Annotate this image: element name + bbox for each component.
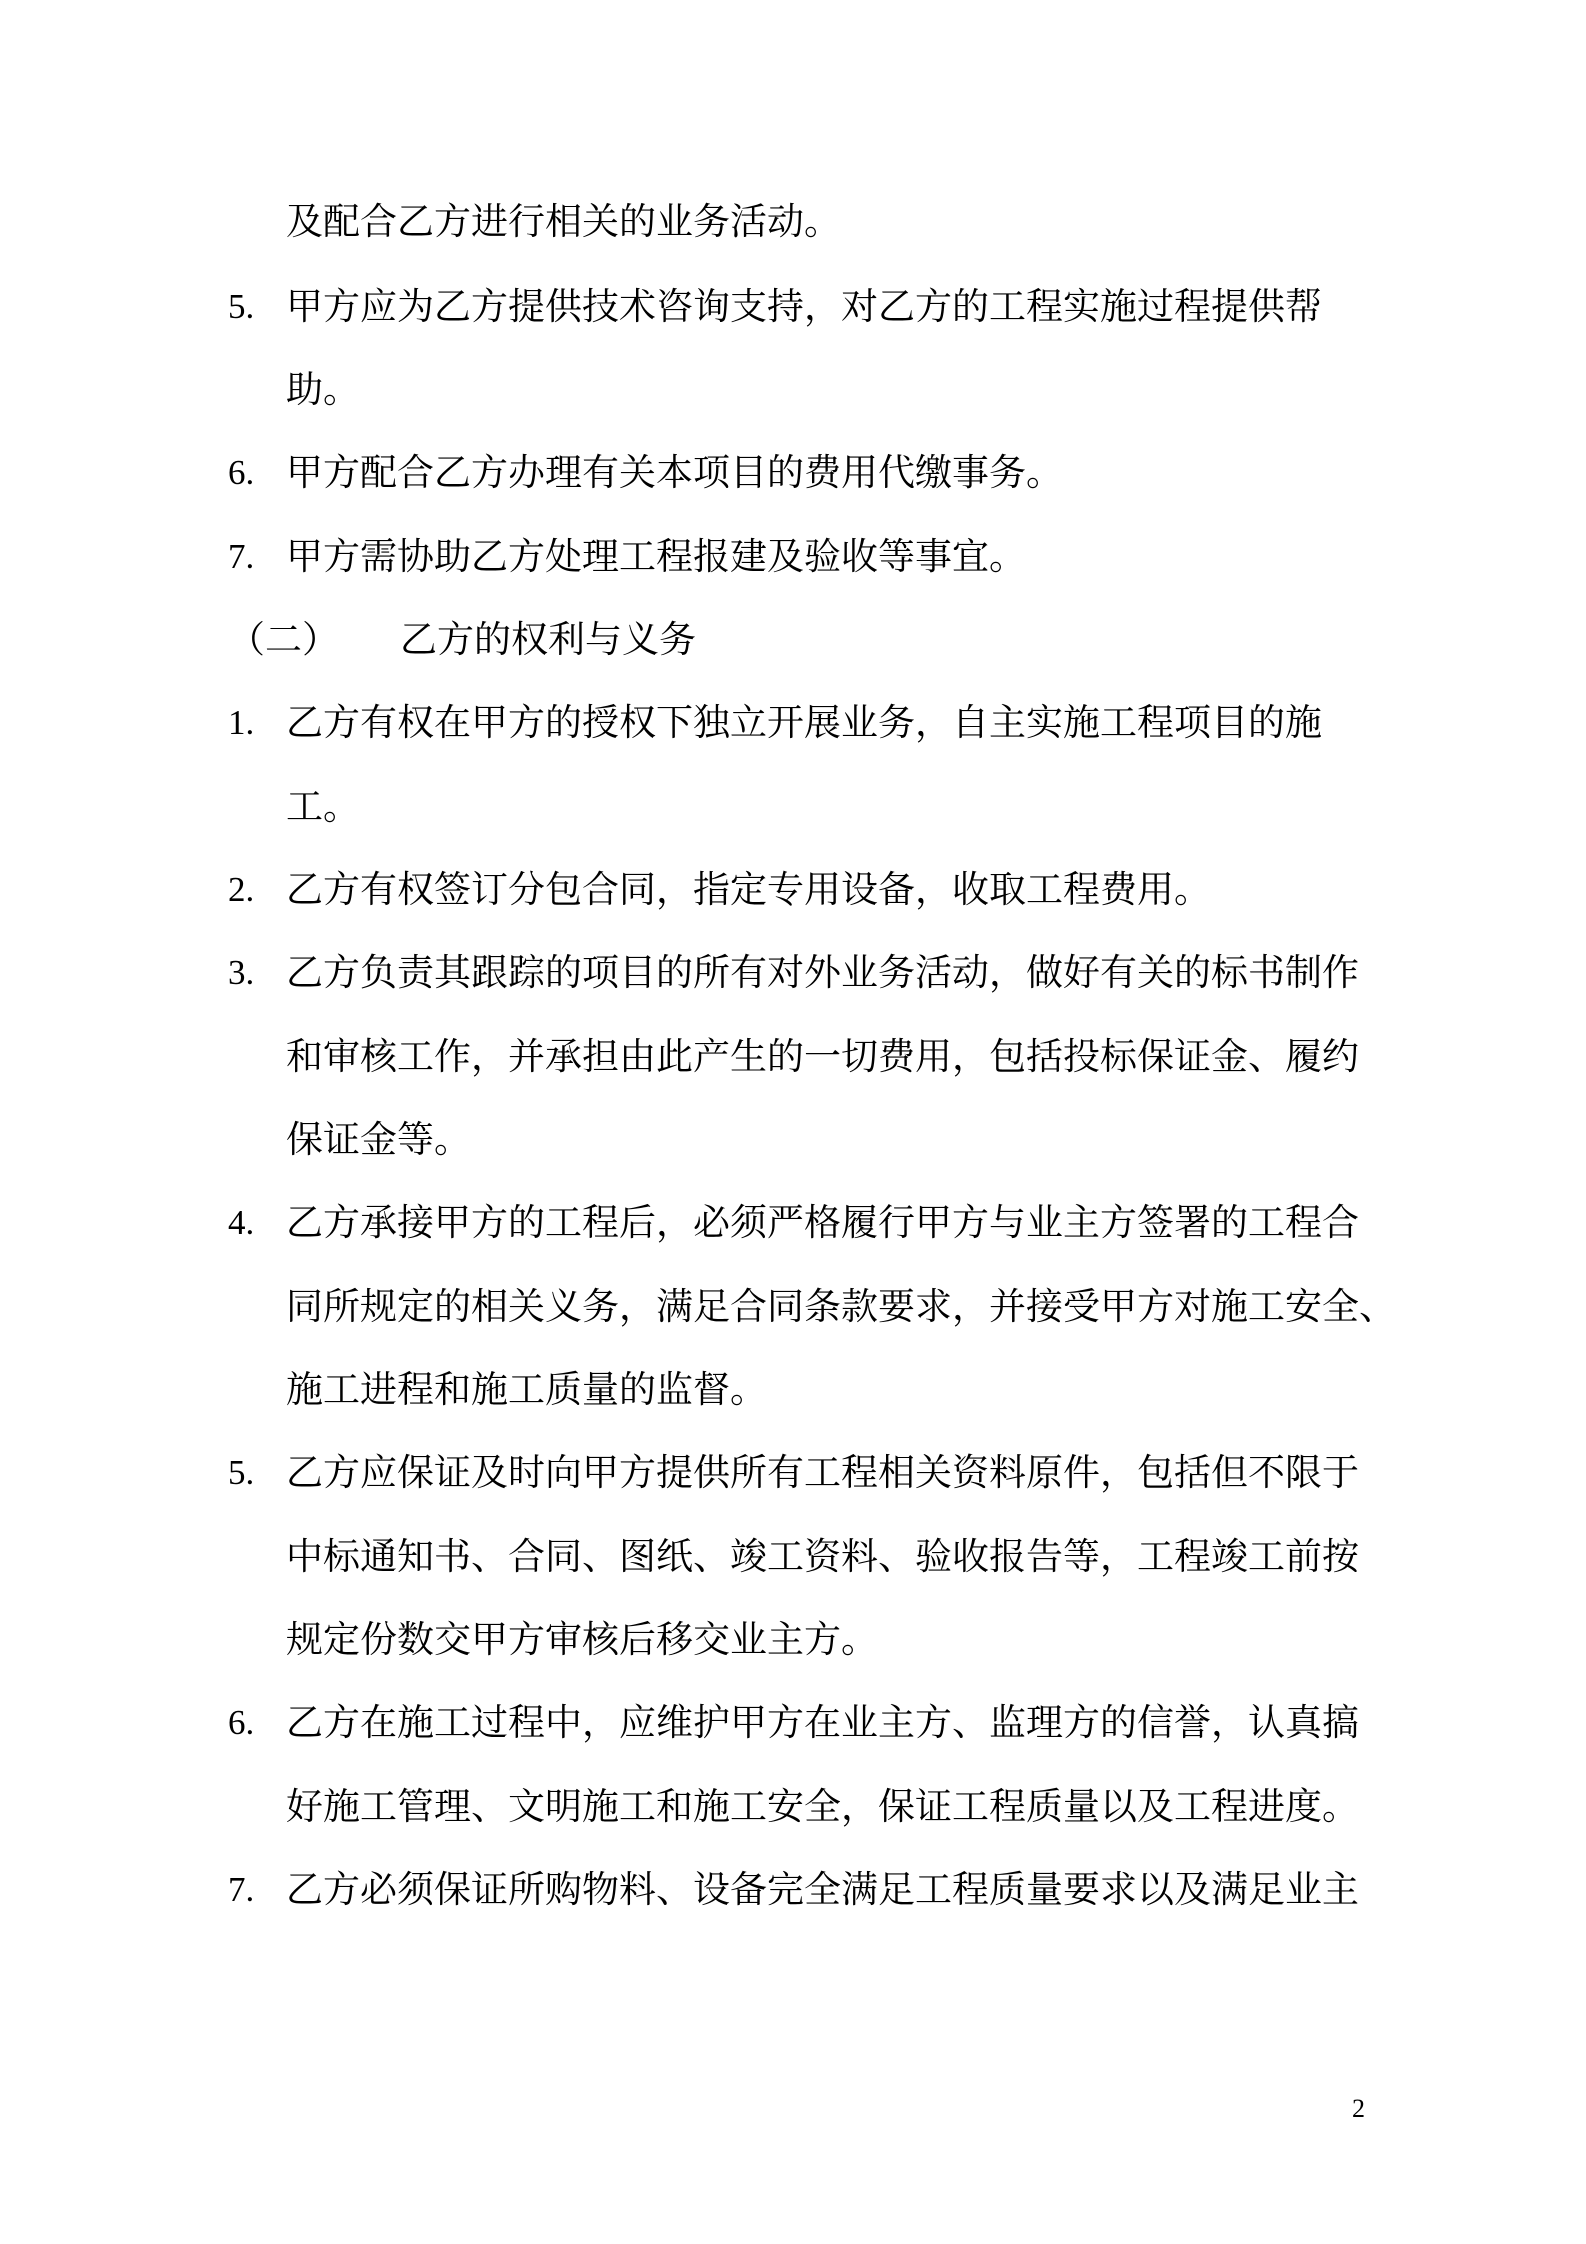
item-text: 乙方有权在甲方的授权下独立开展业务，自主实施工程项目的施 bbox=[286, 701, 1322, 744]
page-number: 2 bbox=[1352, 2094, 1365, 2123]
item-text: 乙方应保证及时向甲方提供所有工程相关资料原件，包括但不限于 bbox=[286, 1451, 1359, 1494]
item-text: 甲方配合乙方办理有关本项目的费用代缴事务。 bbox=[286, 451, 1063, 494]
continuation-text: 施工进程和施工质量的监督。 bbox=[286, 1368, 767, 1411]
item-text: 乙方有权签订分包合同，指定专用设备，收取工程费用。 bbox=[286, 868, 1211, 911]
item-number: 6. bbox=[228, 453, 255, 492]
continuation-text: 好施工管理、文明施工和施工安全，保证工程质量以及工程进度。 bbox=[286, 1785, 1359, 1828]
section-title: 乙方的权利与义务 bbox=[400, 618, 696, 661]
item-text: 乙方负责其跟踪的项目的所有对外业务活动，做好有关的标书制作 bbox=[286, 951, 1359, 994]
item-number: 7. bbox=[228, 1870, 255, 1909]
section-number: （二） bbox=[228, 618, 339, 661]
item-number: 3. bbox=[228, 953, 255, 992]
item-number: 6. bbox=[228, 1703, 255, 1742]
continuation-text: 及配合乙方进行相关的业务活动。 bbox=[286, 200, 841, 243]
item-number: 5. bbox=[228, 1453, 255, 1492]
continuation-text: 中标通知书、合同、图纸、竣工资料、验收报告等，工程竣工前按 bbox=[286, 1535, 1359, 1578]
continuation-text: 助。 bbox=[286, 368, 360, 411]
continuation-text: 保证金等。 bbox=[286, 1118, 471, 1161]
continuation-text: 工。 bbox=[286, 785, 360, 828]
item-text: 甲方应为乙方提供技术咨询支持，对乙方的工程实施过程提供帮 bbox=[286, 285, 1322, 328]
item-text: 乙方在施工过程中，应维护甲方在业主方、监理方的信誉，认真搞 bbox=[286, 1701, 1359, 1744]
item-number: 7. bbox=[228, 537, 255, 576]
item-number: 2. bbox=[228, 870, 255, 909]
item-number: 1. bbox=[228, 703, 255, 742]
item-text: 乙方必须保证所购物料、设备完全满足工程质量要求以及满足业主 bbox=[286, 1868, 1359, 1911]
item-number: 5. bbox=[228, 287, 255, 326]
item-text: 甲方需协助乙方处理工程报建及验收等事宜。 bbox=[286, 535, 1026, 578]
continuation-text: 规定份数交甲方审核后移交业主方。 bbox=[286, 1618, 878, 1661]
item-text: 乙方承接甲方的工程后，必须严格履行甲方与业主方签署的工程合 bbox=[286, 1201, 1359, 1244]
continuation-text: 和审核工作，并承担由此产生的一切费用，包括投标保证金、履约 bbox=[286, 1035, 1359, 1078]
item-number: 4. bbox=[228, 1203, 255, 1242]
continuation-text: 同所规定的相关义务，满足合同条款要求，并接受甲方对施工安全、 bbox=[286, 1285, 1396, 1328]
